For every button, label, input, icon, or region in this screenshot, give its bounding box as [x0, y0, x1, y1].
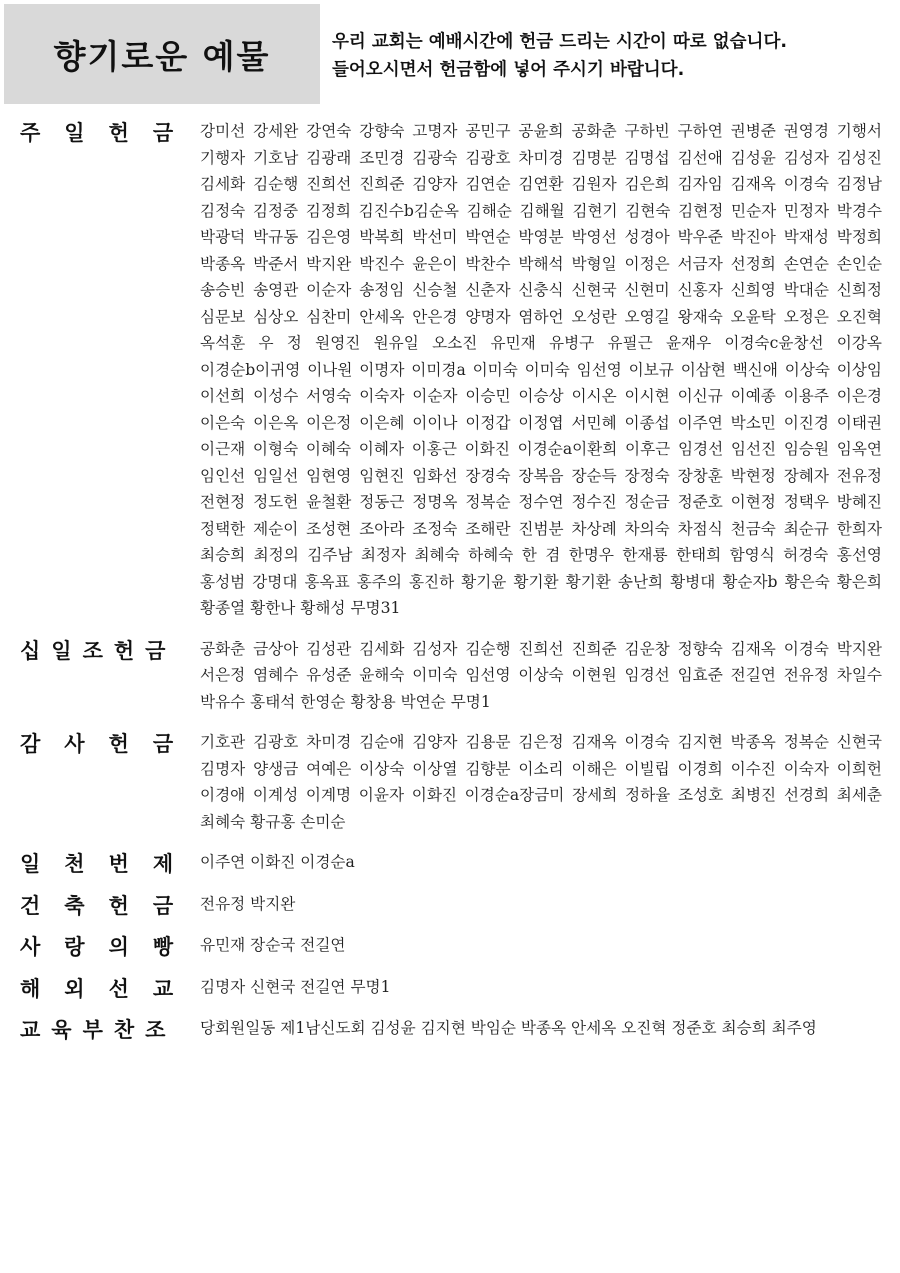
section-tithe	[20, 636, 882, 716]
section-label: 건축헌금	[20, 893, 198, 918]
section-label: 감사헌금	[20, 732, 198, 756]
donor-names: 강미선 강세완 강연숙 강향숙 고명자 공민구 공윤희 공화춘 구하빈 구하연 권병준 권영경 기행서 기행자 기호남 김광래 조민경 김광숙 김광호 차미경 김명분 김명섭 김선애 김성윤 김성자 김성진 김세화 김순행 진희선 진희준 김양자 김연순 김연환 김원자 김은희 김자임 김재옥 이경숙 김정남 김정숙 김정중 김정희 김진수b김순옥 김해순 김해월 김현기 김현숙 김현정 민순자 민정자 박경수 박광덕 박규동 김은영 박복희 박선미 박연순 박영분 박영선 성경아 박우준 박진아 박재성 박정희 박종옥 박준서 박지완 박진수 윤은이 박찬수 박해석 박형일 이정은 서금자 선정희 손연순 손인순 송승빈 송영관 이순자 송정임 신승철 신춘자 신충식 신현국 신현미 신홍자 신희영 박대순 신희정 심문보 심상오 심찬미 안세옥 안은경 양명자 염하언 오성란 오영길 왕재숙 오윤탁 오정은 오진혁 옥석훈 우 정 원영진 원유일 오소진 유민재 유병구 유필근 윤재우 이경숙c윤창선 이강옥 이경순b이귀영 이나원 이명자 이미경a 이미숙 이미숙 임선영 이보규 이삼현 백신애 이상숙 이상임 이선희 이성수 서영숙 이숙자 이순자 이승민 이승상 이시온 이시현 이신규 이예종 이용주 이은경 이은숙 이은옥 이은정 이은혜 이이나 이정갑 이정엽 서민혜 이종섭 이주연 박소민 이진경 이태권 이근재 이형숙 이혜숙 이혜자 이홍근 이화진 이경순a이환희 이후근 임경선 임선진 임승원 임옥연 임인선 임일선 임현영 임현진 임화선 장경숙 장복음 장순득 장정숙 장창훈 박현정 장혜자 전유정 전현정 정도헌 윤철환 정동근 정명옥 정복순 정수연 정수진 정순금 정준호 이현정 정택우 방혜진 정택한 제순이 조성현 조아라 조정숙 조해란 진범분 차상례 차의숙 차점식 천금숙 최순규 한희자 최승희 최정의 김주남 최정자 최혜숙 하혜숙 한 겸 한명우 한재룡 한태희 함영식 허경숙 홍선영 홍성범 강명대 홍옥표 홍주의 홍진하 황기윤 황기환 황기환 송난희 황병대 황순자b 황은숙 황은희 황종열 황한나 황해성 무명31	[200, 122, 882, 617]
donor-names: 기호관 김광호 차미경 김순애 김양자 김용문 김은정 김재옥 이경숙 김지현 박종옥 정복순 신현국 김명자 양생금 여예은 이상숙 이상열 김향분 이소리 이해은 이빌립 이경희 이수진 이숙자 이희헌 이경애 이계성 이계명 이윤자 이화진 이경순a장금미 장세희 정하율 조성호 최병진 선경희 최세춘 최혜숙 황규홍 손미순	[200, 733, 882, 831]
section-label: 주일헌금	[20, 121, 198, 145]
donor-names: 당회원일동 제1남신도회 김성윤 김지현 박임순 박종옥 안세옥 오진혁 정준호 최승희 최주영	[200, 1019, 817, 1037]
donor-names: 김명자 신현국 전길연 무명1	[200, 977, 391, 996]
section-education-support	[20, 1015, 882, 1044]
section-overseas-mission	[20, 974, 882, 1003]
section-thanksgiving	[20, 729, 882, 835]
section-thousand-offering	[20, 849, 882, 878]
section-label: 십일조헌금	[20, 638, 177, 663]
title-box	[4, 4, 320, 104]
donor-names: 이주연 이화진 이경순a	[200, 853, 355, 871]
notice-line: 우리 교회는 예배시간에 헌금 드리는 시간이 따로 없습니다.	[332, 32, 788, 52]
donor-names: 유민재 장순국 전길연	[200, 936, 346, 954]
section-sunday-offering	[20, 118, 882, 622]
page-title: 향기로운 예물	[53, 36, 271, 76]
section-label: 일천번제	[20, 852, 198, 876]
offering-notice	[332, 28, 892, 84]
donor-names: 전유정 박지완	[200, 894, 296, 913]
donor-names: 공화춘 금상아 김성관 김세화 김성자 김순행 진희선 진희준 김운창 정향숙 김재옥 이경숙 박지완 서은정 염혜수 유성준 윤해숙 이미숙 임선영 이상숙 이현원 임경선 임효준 전길연 전유정 차일수 박유수 홍태석 한영순 황창용 박연순 무명1	[200, 639, 882, 711]
section-label: 해외선교	[20, 976, 198, 1001]
section-bread-of-love	[20, 932, 882, 961]
section-building-fund	[20, 891, 882, 920]
notice-line: 들어오시면서 헌금함에 넣어 주시기 바랍니다.	[332, 60, 685, 80]
section-label: 교육부찬조	[20, 1018, 177, 1042]
section-label: 사랑의빵	[20, 935, 198, 959]
offering-list	[20, 118, 882, 1044]
